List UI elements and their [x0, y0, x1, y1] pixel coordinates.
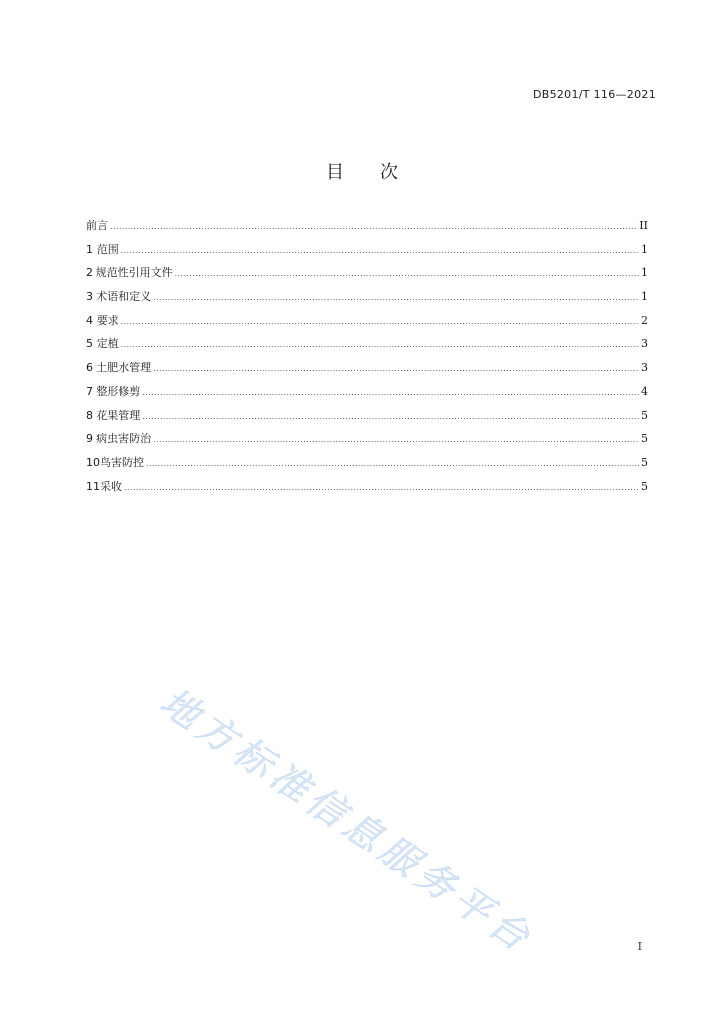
toc-entry[interactable] — [86, 219, 648, 243]
toc-leader-dots — [175, 267, 639, 281]
document-code: DB5201/T 116—2021 — [532, 88, 656, 101]
toc-leader-dots — [110, 220, 637, 234]
toc-entry-number: 2 — [86, 266, 93, 280]
toc-entry[interactable] — [86, 432, 648, 456]
toc-entry-number: 6 — [86, 361, 93, 375]
toc-entry-label: 前言 — [86, 219, 108, 232]
toc-entry[interactable] — [86, 456, 648, 480]
toc-leader-dots — [153, 362, 639, 376]
toc-entry[interactable] — [86, 337, 648, 361]
toc-entry-label: 病虫害防治 — [96, 432, 152, 446]
toc-leader-dots — [142, 386, 639, 400]
toc-entry-page: 1 — [641, 242, 648, 256]
toc-entry-label: 术语和定义 — [96, 290, 152, 304]
toc-entry-page: II — [639, 219, 648, 232]
toc-entry-page: 5 — [641, 432, 648, 446]
toc-entry-label: 土肥水管理 — [96, 361, 152, 375]
toc-entry-label: 规范性引用文件 — [95, 266, 173, 280]
toc-entry[interactable] — [86, 480, 648, 504]
toc-entry[interactable] — [86, 361, 648, 385]
toc-leader-dots — [124, 481, 639, 495]
toc-entry-page: 5 — [641, 479, 648, 493]
toc-entry-page: 3 — [641, 337, 648, 351]
toc-entry-number: 8 — [86, 408, 93, 422]
toc-leader-dots — [153, 433, 639, 447]
toc-entry[interactable] — [86, 290, 648, 314]
toc-entry-page: 4 — [641, 384, 648, 398]
toc-entry-number: 5 — [86, 337, 93, 351]
toc-entry-label: 整形修剪 — [96, 384, 141, 398]
toc-entry-page: 2 — [641, 313, 648, 327]
toc-entry-label: 要求 — [96, 313, 119, 327]
toc-leader-dots — [146, 457, 639, 471]
watermark: 地方标准信息服务平台 — [152, 679, 542, 962]
toc-entry-page: 1 — [641, 290, 648, 304]
toc-entry-page: 5 — [641, 408, 648, 422]
toc-entry-label: 定植 — [96, 337, 119, 351]
toc-entry-number: 11 — [86, 479, 100, 493]
toc-entry[interactable] — [86, 243, 648, 267]
toc-entry-number: 10 — [86, 455, 100, 469]
toc-entry-number: 3 — [86, 290, 93, 304]
toc-leader-dots — [121, 244, 639, 258]
toc-entry-label: 鸟害防控 — [100, 455, 144, 469]
toc-entry-number: 1 — [86, 242, 93, 256]
page-number: I — [637, 940, 642, 953]
toc-entry[interactable] — [86, 385, 648, 409]
toc-entry-label: 采收 — [100, 479, 122, 493]
toc-leader-dots — [153, 291, 639, 305]
table-of-contents — [86, 219, 648, 503]
toc-leader-dots — [121, 315, 639, 329]
toc-entry-page: 5 — [641, 455, 648, 469]
page-title: 目次 — [326, 162, 434, 183]
toc-entry[interactable] — [86, 314, 648, 338]
toc-entry-label: 范围 — [96, 242, 119, 256]
toc-entry-number: 9 — [86, 432, 93, 446]
toc-entry-page: 3 — [641, 361, 648, 375]
toc-leader-dots — [121, 338, 639, 352]
toc-entry-label: 花果管理 — [96, 408, 141, 422]
toc-entry-number: 7 — [86, 384, 93, 398]
toc-entry-page: 1 — [641, 266, 648, 280]
toc-entry-number: 4 — [86, 313, 93, 327]
toc-leader-dots — [142, 410, 639, 424]
toc-entry[interactable] — [86, 409, 648, 433]
toc-entry[interactable] — [86, 266, 648, 290]
